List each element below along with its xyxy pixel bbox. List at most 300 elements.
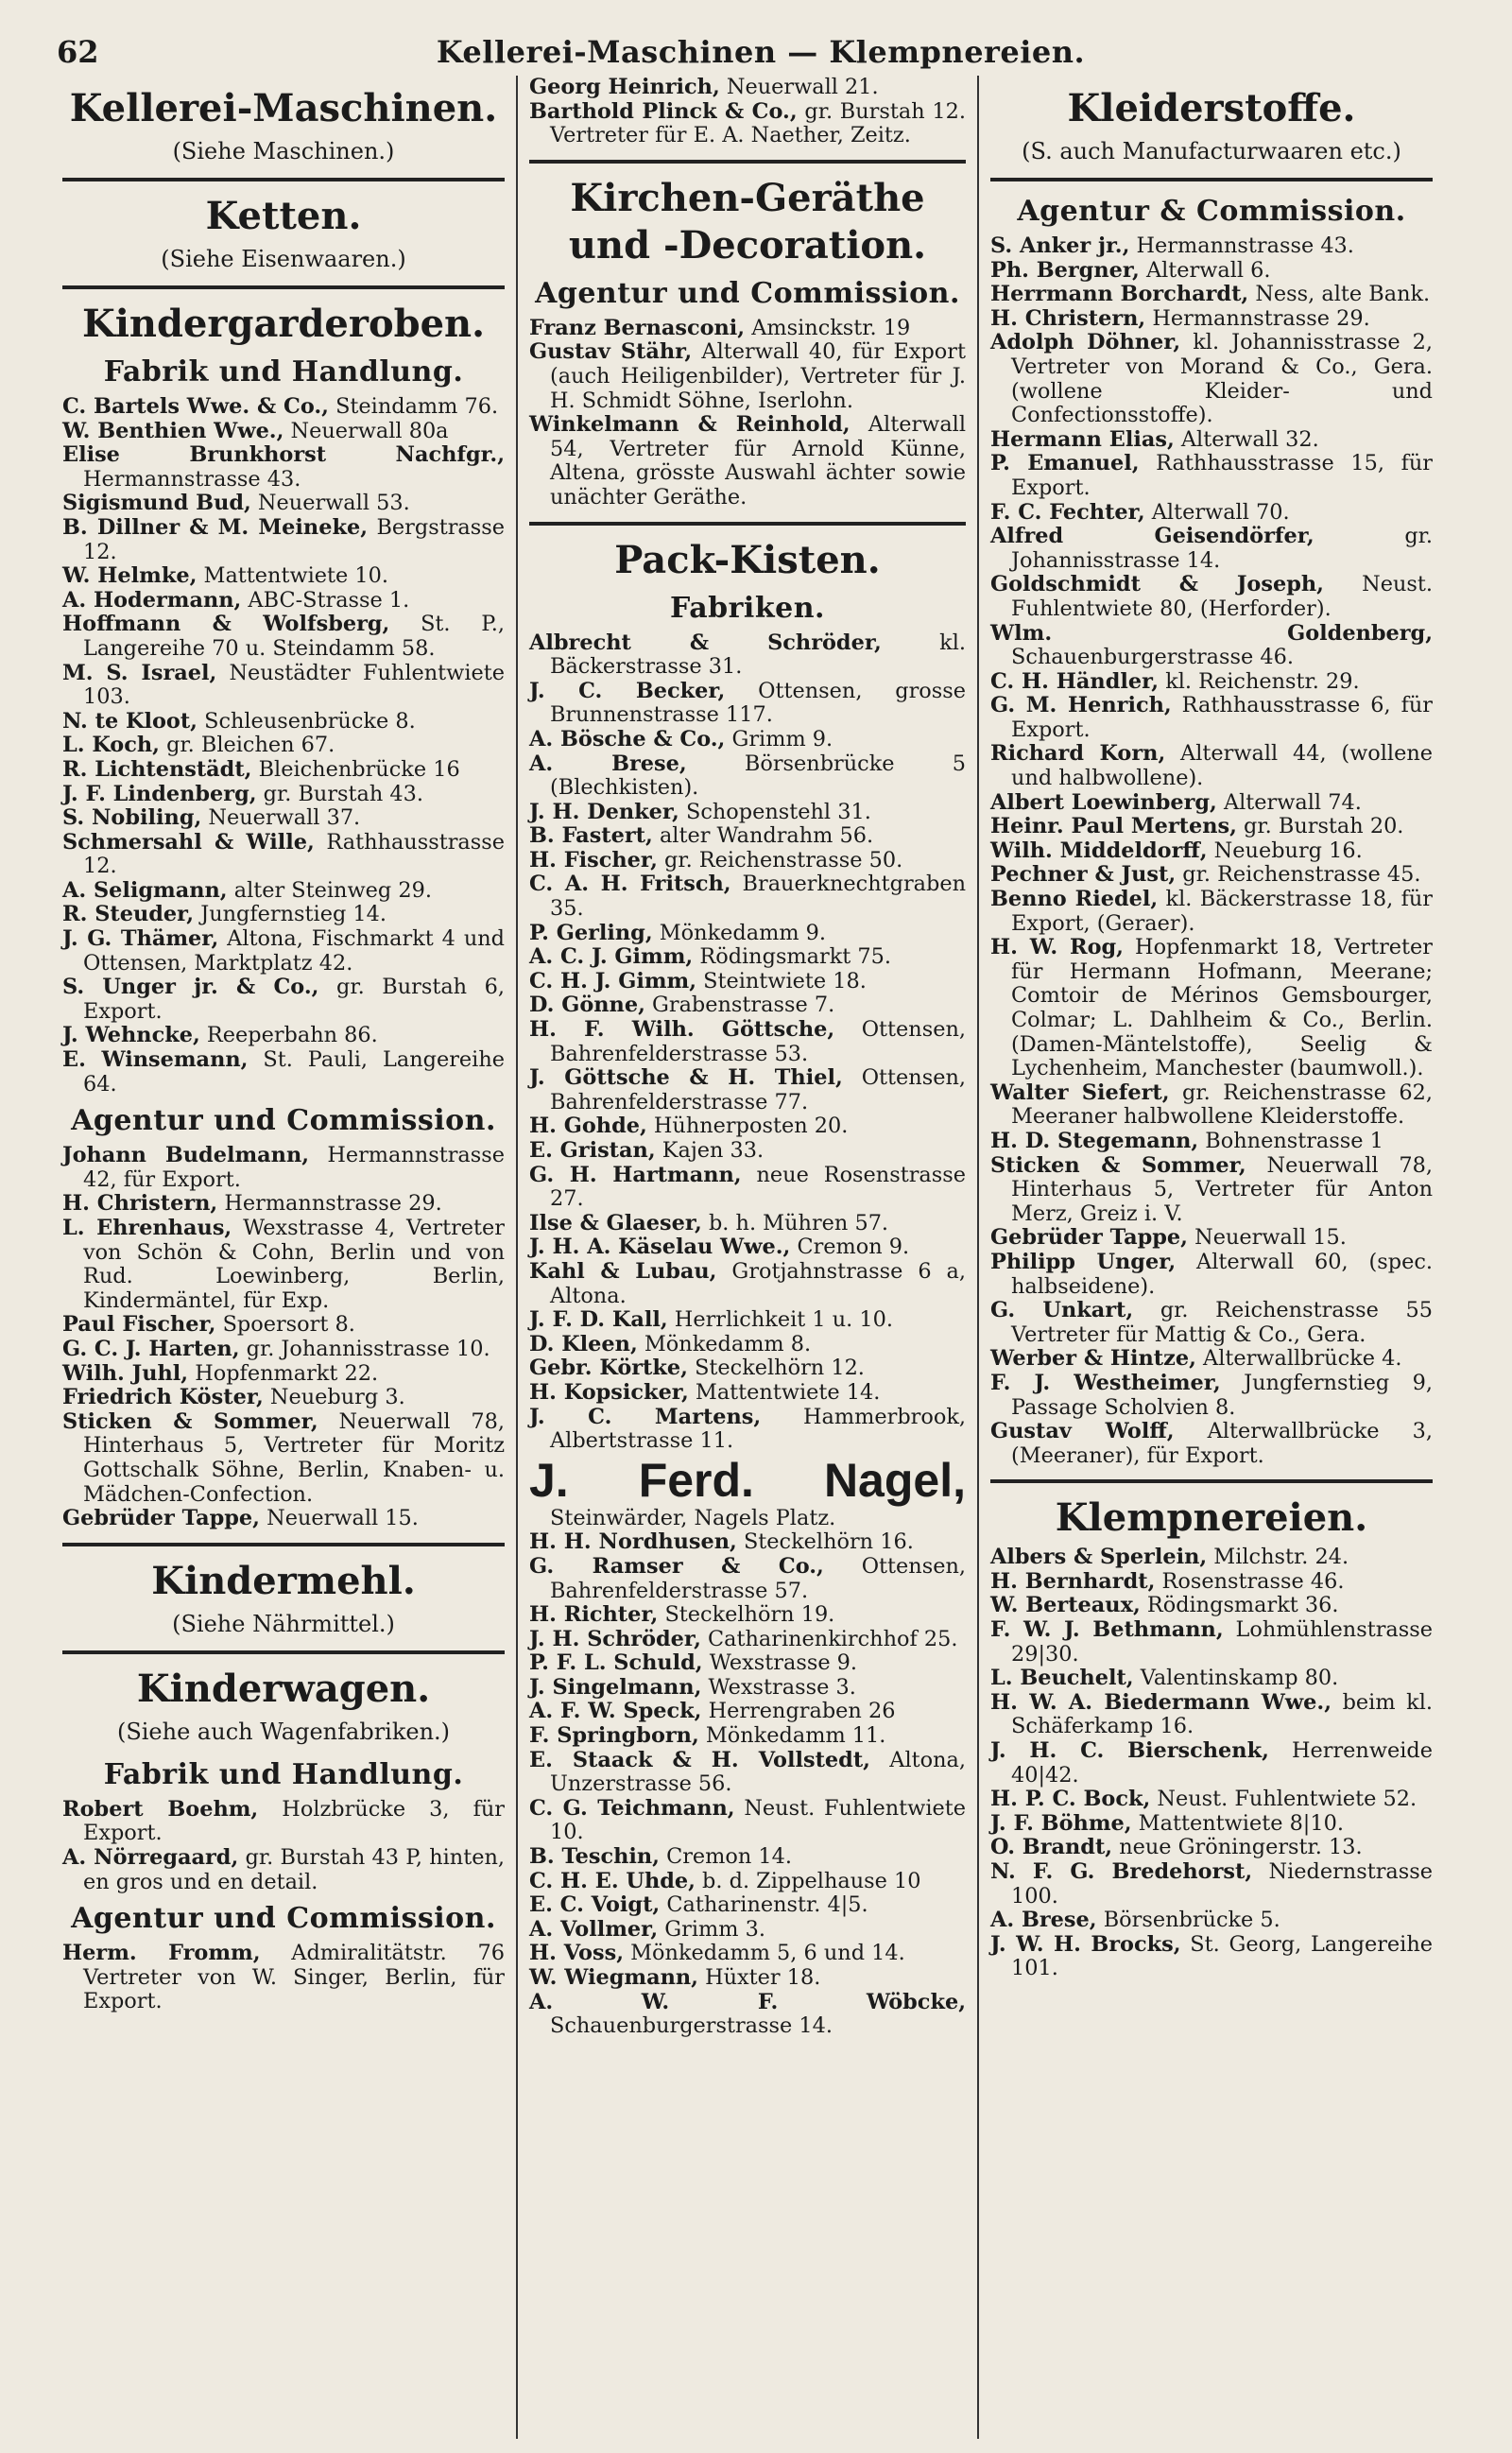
directory-entry [62, 1507, 505, 1531]
entry-details: Mönkedamm 8. [637, 1331, 812, 1356]
directory-entry [529, 1555, 966, 1603]
entry-name: Franz Bernasconi, [529, 315, 746, 340]
directory-entry [529, 922, 966, 946]
directory-entry [62, 806, 505, 831]
entry-details: Alterwallbrücke 3, (Meeraner), für Export. [1011, 1419, 1433, 1468]
directory-entry [529, 1454, 966, 1531]
directory-entry [62, 1338, 505, 1362]
entry-details: beim kl. Schäferkamp 16. [1011, 1689, 1434, 1739]
directory-entry [529, 1724, 966, 1749]
entry-details: St. Georg, Langereihe 101. [1011, 1931, 1433, 1981]
entry-details: Ottensen, grosse Brunnenstrasse 117. [550, 678, 966, 728]
entry-name: J. Wehncke, [62, 1023, 200, 1048]
entry-details: gr. Burstah 20. [1236, 814, 1404, 839]
entry-name: Winkelmann & Reinhold, [529, 412, 850, 438]
entry-details: Grimm 3. [658, 1916, 765, 1942]
directory-entry [990, 428, 1433, 453]
entry-details: Hermannstrasse 29. [217, 1191, 442, 1217]
directory-entry [529, 1114, 966, 1139]
entry-details: gr. Reichenstrasse 62, Meeraner halbwollene Kleiderstoffe. [1011, 1080, 1433, 1130]
entry-name: J. F. Lindenberg, [62, 781, 257, 806]
directory-entry [62, 710, 505, 734]
entry-name: Goldschmidt & Joseph, [990, 572, 1324, 597]
directory-entry [529, 100, 966, 148]
entry-details: Herrengraben 26 [701, 1699, 896, 1724]
entry-details: Alterwall 54, Vertreter für Arnold Künne, Altena, grösste Auswahl ächter sowie unächter Geräthe. [550, 412, 966, 510]
directory-entry [990, 259, 1433, 284]
entry-details: Rathhausstrasse 6, für Export. [1011, 693, 1433, 742]
entry-details: Neuerwall 15. [1187, 1225, 1347, 1251]
directory-entry [62, 1313, 505, 1338]
entry-details: Herrenweide 40|42. [1011, 1738, 1433, 1788]
entry-name: A. Nörregaard, [62, 1844, 239, 1870]
entry-details: Kajen 33. [655, 1138, 765, 1163]
entry-name: Gebrüder Tappe, [62, 1506, 260, 1531]
entry-details: Jungfernstieg 14. [194, 902, 387, 927]
entry-details: neue Gröningerstr. 13. [1112, 1835, 1363, 1860]
subsection-title: Agentur & Commission. [1017, 195, 1406, 228]
entry-details: Neuerwall 15. [259, 1506, 419, 1531]
directory-entry [62, 1024, 505, 1048]
directory-entry [62, 589, 505, 613]
entry-name: Albrecht & Schröder, [529, 630, 882, 655]
directory-entry [62, 879, 505, 904]
entry-details: Alterwall 60, (spec. halbseidene). [1011, 1249, 1433, 1299]
entry-details: gr. Bleichen 67. [159, 733, 335, 758]
entry-details: Mattentwiete 8|10. [1131, 1810, 1344, 1836]
entry-details: Mattentwiete 14. [688, 1379, 881, 1405]
directory-entry [529, 970, 966, 994]
entry-details: Neueburg 3. [263, 1385, 405, 1410]
entry-details: Wexstrasse 3. [701, 1674, 856, 1700]
entry-name: E. C. Voigt, [529, 1892, 661, 1918]
subsection-title: Agentur und Commission. [535, 276, 960, 310]
directory-entry [62, 1217, 505, 1313]
directory-entry [529, 1333, 966, 1357]
entry-name: N. F. G. Bredehorst, [990, 1859, 1253, 1884]
entry-details: Neust. Fuhlentwiete 80, (Herforder). [1011, 572, 1433, 621]
entry-name: Friedrich Köster, [62, 1385, 264, 1410]
directory-entry [62, 443, 505, 492]
directory-entry [529, 1381, 966, 1406]
entry-name: Gustav Wolff, [990, 1419, 1175, 1444]
directory-entry [990, 1546, 1433, 1570]
section-title: Kindermehl. [151, 1558, 416, 1603]
entry-name: Pechner & Just, [990, 862, 1177, 888]
entry-name: P. Emanuel, [990, 451, 1140, 476]
entry-name: B. Dillner & M. Meineke, [62, 514, 368, 540]
directory-entry [990, 331, 1433, 427]
entry-name: S. Unger jr. & Co., [62, 975, 319, 1000]
directory-entry [990, 1933, 1433, 1981]
entry-name: J. C. Becker, [529, 678, 726, 703]
entry-name: O. Brandt, [990, 1835, 1113, 1860]
directory-entry [529, 1628, 966, 1652]
subsection-title: Fabriken. [670, 591, 825, 625]
entry-details: Mönkedamm 9. [652, 920, 827, 945]
directory-entry [990, 1154, 1433, 1227]
entry-name: Richard Korn, [990, 741, 1166, 767]
entry-details: Ottensen, Bahrenfelderstrasse 57. [550, 1553, 966, 1603]
directory-entry [62, 1192, 505, 1217]
entry-name: Kahl & Lubau, [529, 1258, 717, 1284]
entry-details: Steindamm 76. [328, 394, 499, 419]
entry-name: Heinr. Paul Mertens, [990, 814, 1237, 839]
directory-entry [990, 283, 1433, 307]
subsection-title: Agentur und Commission. [71, 1104, 496, 1138]
entry-details: Neuerwall 21. [719, 75, 879, 99]
entry-details: Steckelhörn 16. [736, 1529, 914, 1555]
directory-entry [529, 1966, 966, 1991]
directory-entry [990, 307, 1433, 332]
entry-details: Bergstrasse 12. [83, 514, 505, 564]
entry-name: Johann Budelmann, [62, 1143, 310, 1168]
entry-name: N. te Kloot, [62, 708, 198, 734]
entry-name: H. W. Rog, [990, 935, 1124, 960]
entry-details: kl. Reichenstr. 29. [1159, 668, 1360, 694]
entry-name: S. Nobiling, [62, 805, 202, 831]
page-header [57, 26, 1465, 74]
directory-entry [990, 1860, 1433, 1909]
entry-name: J. F. D. Kall, [529, 1307, 668, 1333]
subsection-title: Fabrik und Handlung. [103, 1757, 464, 1791]
entry-name: C. Bartels Wwe. & Co., [62, 394, 329, 419]
directory-entry [62, 903, 505, 927]
entry-name: A. Vollmer, [529, 1916, 659, 1942]
entry-details: Rathhausstrasse 12. [83, 829, 505, 879]
section-divider [62, 1650, 505, 1654]
entry-details: gr. Burstah 6, Export. [83, 975, 506, 1024]
directory-entry [529, 76, 966, 100]
section-title: Kellerei-Maschinen. [69, 86, 498, 130]
entry-details: kl. Bäckerstrasse 18, für Export, (Geraer). [1011, 887, 1433, 936]
entry-details: Reeperbahn 86. [199, 1023, 378, 1048]
entry-details: Neuerwall 78, Hinterhaus 5, Vertreter für Moritz Gottschalk Söhne, Berlin, Knaben- u. Mädchen-Confection. [83, 1408, 505, 1507]
entry-details: Steintwiete 18. [696, 968, 867, 993]
entry-details: gr. Reichenstrasse 55 Vertreter für Mattig & Co., Gera. [1011, 1298, 1433, 1347]
entry-name: J. C. Martens, [529, 1404, 762, 1429]
entry-details: Alterwall 70. [1144, 499, 1290, 525]
entry-name: Paul Fischer, [62, 1312, 216, 1338]
entry-name: A. F. W. Speck, [529, 1699, 702, 1724]
entry-details: Steckelhörn 12. [687, 1356, 865, 1381]
entry-name: E. Staack & H. Vollstedt, [529, 1747, 870, 1772]
entry-details: gr. Reichenstrasse 45. [1176, 862, 1421, 888]
entry-name: J. F. Böhme, [990, 1810, 1132, 1836]
entry-details: Steckelhörn 19. [658, 1602, 835, 1628]
directory-entry [990, 1618, 1433, 1667]
entry-details: Neust. Fuhlentwiete 52. [1150, 1787, 1418, 1812]
entry-name: Albers & Sperlein, [990, 1545, 1208, 1570]
directory-entry [62, 1846, 505, 1894]
directory-entry [529, 993, 966, 1018]
entry-name: H. W. A. Biedermann Wwe., [990, 1689, 1332, 1715]
directory-entry [529, 340, 966, 413]
directory-entry [990, 839, 1433, 864]
entry-name: Barthold Plinck & Co., [529, 98, 798, 124]
directory-entry [990, 1130, 1433, 1154]
entry-name: Sticken & Sommer, [990, 1152, 1246, 1178]
directory-entry [990, 1667, 1433, 1691]
entry-details: Wexstrasse 4, Vertreter von Schön & Cohn, Berlin und von Rud. Loewinberg, Berlin, Kindermäntel, für Exp. [83, 1216, 505, 1313]
section-note: (Siehe Maschinen.) [172, 138, 395, 164]
directory-entry [62, 420, 505, 444]
directory-entry [529, 1018, 966, 1066]
entry-name: Wilh. Juhl, [62, 1360, 189, 1386]
directory-entry [62, 564, 505, 589]
entry-details: gr. Burstah 43. [256, 781, 424, 806]
directory-entry [529, 801, 966, 825]
entry-details: Schauenburgerstrasse 14. [550, 2013, 833, 2039]
entry-details: kl. Bäckerstrasse 31. [550, 630, 966, 680]
entry-name: B. Fastert, [529, 823, 653, 849]
entry-name: C. G. Teichmann, [529, 1795, 735, 1821]
directory-entry [529, 1066, 966, 1114]
entry-name: Ilse & Glaeser, [529, 1210, 702, 1235]
entry-details: Valentinskamp 80. [1133, 1666, 1339, 1691]
directory-entry [62, 1386, 505, 1410]
entry-details: Alterwall 74. [1216, 789, 1362, 815]
entry-name: Philipp Unger, [990, 1249, 1177, 1274]
entry-details: Rathhausstrasse 15, für Export. [1011, 451, 1433, 500]
subsection-title: Agentur und Commission. [71, 1902, 496, 1936]
entry-name: Schmersahl & Wille, [62, 829, 315, 855]
directory-entry [529, 1235, 966, 1260]
directory-entry [990, 1570, 1433, 1595]
section-note: (Siehe auch Wagenfabriken.) [116, 1718, 451, 1745]
entry-name: H. H. Nordhusen, [529, 1529, 737, 1555]
subsection-title: Fabrik und Handlung. [103, 355, 464, 389]
entry-name: Hermann Elias, [990, 426, 1175, 452]
entry-name: Gebrüder Tappe, [990, 1225, 1188, 1251]
directory-entry [529, 413, 966, 510]
entry-details: Mönkedamm 11. [698, 1723, 886, 1749]
directory-entry [990, 1420, 1433, 1468]
entry-details: Alterwall 44, (wollene und halbwollene). [1011, 741, 1433, 791]
entry-details: alter Wandrahm 56. [652, 823, 874, 849]
entry-details: gr. Burstah 12. Vertreter für E. A. Naether, Zeitz. [550, 98, 966, 148]
entry-details: ABC-Strasse 1. [241, 587, 410, 613]
entry-name: P. F. L. Schuld, [529, 1650, 703, 1676]
entry-name: L. Ehrenhaus, [62, 1216, 232, 1240]
directory-entry [529, 1406, 966, 1454]
section-divider [990, 178, 1433, 181]
directory-entry [529, 1260, 966, 1308]
directory-entry [529, 1991, 966, 2039]
entry-name: W. Helmke, [62, 563, 198, 589]
entry-name: J. H. Schröder, [529, 1626, 701, 1651]
entry-name: A. Seligmann, [62, 877, 228, 903]
directory-entry [990, 1226, 1433, 1251]
entry-name: L. Koch, [62, 733, 160, 758]
entry-name: P. Gerling, [529, 920, 653, 945]
entry-details: Alterwall 32. [1174, 426, 1319, 452]
entry-details: Cremon 9. [790, 1235, 910, 1260]
directory-entry [990, 863, 1433, 888]
entry-name: Robert Boehm, [62, 1796, 259, 1822]
entry-name: H. D. Stegemann, [990, 1128, 1199, 1153]
entry-details: gr. Johannisstrasse 14. [1011, 524, 1434, 573]
entry-details: Hüxter 18. [697, 1965, 821, 1990]
entry-details: Holzbrücke 3, für Export. [83, 1796, 506, 1846]
directory-entry [529, 1139, 966, 1164]
entry-name: A. Brese, [529, 751, 687, 776]
entry-details: Cremon 14. [659, 1844, 793, 1870]
directory-entry [529, 1212, 966, 1236]
entry-name: Herrmann Borchardt, [990, 282, 1249, 307]
directory-entry [990, 888, 1433, 936]
directory-entry [62, 1410, 505, 1507]
section-divider [62, 285, 505, 289]
entry-details: Rödingsmarkt 75. [693, 944, 892, 970]
entry-details: Hermannstrasse 43. [83, 466, 301, 492]
directory-entry [990, 1251, 1433, 1299]
directory-entry [529, 1676, 966, 1701]
entry-name: H. Fischer, [529, 847, 658, 872]
entry-name: F. C. Fechter, [990, 499, 1145, 525]
entry-name: A. C. J. Gimm, [529, 944, 694, 970]
directory-entry [529, 824, 966, 849]
directory-entry [529, 849, 966, 873]
entry-name: F. Springborn, [529, 1723, 699, 1749]
directory-entry [990, 234, 1433, 259]
entry-details: Neuerwall 53. [250, 491, 410, 516]
directory-entry [62, 976, 505, 1024]
section-title: Pack-Kisten. [614, 537, 881, 582]
entry-name: H. Gohde, [529, 1114, 647, 1139]
entry-details: Neustädter Fuhlentwiete 103. [83, 660, 505, 710]
directory-entry [990, 1836, 1433, 1860]
directory-entry [990, 670, 1433, 695]
entry-details: Bleichenbrücke 16 [251, 756, 460, 782]
directory-entry [529, 1651, 966, 1676]
entry-details: Neuerwall 37. [201, 805, 361, 831]
entry-details: Schleusenbrücke 8. [197, 708, 416, 734]
directory-entry [62, 395, 505, 420]
entry-name: J. G. Thämer, [62, 926, 219, 952]
section-title: Kleiderstoffe. [1067, 86, 1356, 130]
entry-name: R. Steuder, [62, 902, 195, 927]
entry-details: Ottensen, Bahrenfelderstrasse 77. [550, 1065, 967, 1114]
entry-details: neue Rosenstrasse 27. [550, 1162, 966, 1212]
entry-details: Rosenstrasse 46. [1155, 1568, 1345, 1594]
entry-name: W. Wiegmann, [529, 1965, 698, 1990]
entry-details: Catharinenkirchhof 25. [700, 1626, 958, 1651]
directory-entry [62, 613, 505, 661]
directory-entry [529, 752, 966, 801]
entry-name: Wilh. Middeldorff, [990, 838, 1208, 863]
directory-entry [62, 492, 505, 516]
entry-name: C. H. E. Uhde, [529, 1868, 696, 1893]
entry-name: H. Richter, [529, 1602, 659, 1628]
directory-entry [529, 1356, 966, 1381]
entry-details: Grabenstrasse 7. [644, 993, 835, 1018]
entry-details: b. d. Zippelhause 10 [695, 1868, 921, 1893]
directory-entry [529, 728, 966, 752]
entry-name: A. Bösche & Co., [529, 726, 726, 751]
entry-name: Benno Riedel, [990, 887, 1159, 912]
entry-details: Neuerwall 78, Hinterhaus 5, Vertreter für Anton Merz, Greiz i. V. [1011, 1152, 1433, 1226]
entry-details: Niedernstrasse 100. [1011, 1859, 1433, 1909]
section-note: (S. auch Manufacturwaaren etc.) [1022, 138, 1401, 164]
entry-details: Mattentwiete 10. [197, 563, 389, 589]
entry-name: J. W. H. Brocks, [990, 1931, 1181, 1957]
directory-entry [529, 1603, 966, 1628]
entry-name: L. Beuchelt, [990, 1666, 1134, 1691]
entry-details: Hermannstrasse 43. [1129, 233, 1354, 258]
directory-entry [990, 742, 1433, 790]
directory-entry [529, 1164, 966, 1212]
entry-name: Wlm. Goldenberg, [990, 620, 1433, 646]
entry-details: Neust. Fuhlentwiete 10. [550, 1795, 966, 1845]
entry-name: G. H. Hartmann, [529, 1162, 742, 1187]
directory-entry [62, 662, 505, 710]
column-middle [516, 76, 979, 2439]
entry-name: Gustav Stähr, [529, 339, 693, 365]
directory-entry [990, 525, 1433, 573]
directory-entry [990, 1372, 1433, 1420]
entry-details: Hopfenmarkt 18, Vertreter für Hermann Hofmann, Meerane; Comtoir de Mérinos Gemsbourger, Colmar; L. Dahlheim & Co., Berlin. (Damen-Mäntelstoffe), Seelig & Lychenheim, Manchester (baumwoll.). [1011, 935, 1433, 1081]
entry-details: Amsinckstr. 19 [745, 315, 911, 340]
directory-entry [62, 1048, 505, 1097]
directory-entry [62, 831, 505, 879]
directory-entry [990, 501, 1433, 526]
directory-entry [62, 927, 505, 976]
directory-entry [529, 317, 966, 341]
entry-details: Spoersort 8. [215, 1312, 355, 1338]
entry-name: Herm. Fromm, [62, 1941, 261, 1966]
entry-name: D. Gönne, [529, 993, 645, 1018]
entry-name: M. S. Israel, [62, 660, 217, 685]
directory-entry [62, 1144, 505, 1192]
directory-entry [990, 815, 1433, 839]
entry-name: W. Berteaux, [990, 1593, 1141, 1618]
directory-entry [990, 452, 1433, 500]
directory-entry [990, 1788, 1433, 1812]
entry-name: H. Bernhardt, [990, 1568, 1156, 1594]
entry-name: H. Christern, [62, 1191, 218, 1217]
directory-entry [62, 516, 505, 564]
entry-name: Alfred Geisendörfer, [990, 524, 1314, 549]
entry-name: F. J. Westheimer, [990, 1370, 1221, 1395]
entry-details: Rödingsmarkt 36. [1140, 1593, 1339, 1618]
directory-entry [529, 680, 966, 728]
directory-entry [529, 945, 966, 970]
directory-entry [990, 573, 1433, 621]
entry-details: Hopfenmarkt 22. [188, 1360, 379, 1386]
directory-entry [529, 872, 966, 921]
section-divider [62, 178, 505, 181]
section-title: Kindergarderoben. [81, 302, 486, 346]
directory-entry [990, 936, 1433, 1081]
directory-entry [529, 631, 966, 680]
directory-entry [62, 1942, 505, 2014]
entry-name: H. Voss, [529, 1941, 625, 1966]
entry-details: Catharinenstr. 4|5. [660, 1892, 868, 1918]
entry-details: Börsenbrücke 5. [1096, 1908, 1280, 1933]
directory-entry [529, 1308, 966, 1333]
directory-entry [990, 1594, 1433, 1618]
entry-name: C. H. Händler, [990, 668, 1160, 694]
entry-name: G. Ramser & Co., [529, 1553, 824, 1579]
directory-entry [529, 1942, 966, 1966]
entry-details: Ness, alte Bank. [1248, 282, 1431, 307]
entry-name: Adolph Döhner, [990, 330, 1181, 355]
entry-details: Alterwallbrücke 4. [1195, 1346, 1402, 1372]
entry-details: Schauenburgerstrasse 46. [1011, 645, 1294, 670]
entry-name: Werber & Hintze, [990, 1346, 1196, 1372]
section-divider [529, 522, 966, 526]
